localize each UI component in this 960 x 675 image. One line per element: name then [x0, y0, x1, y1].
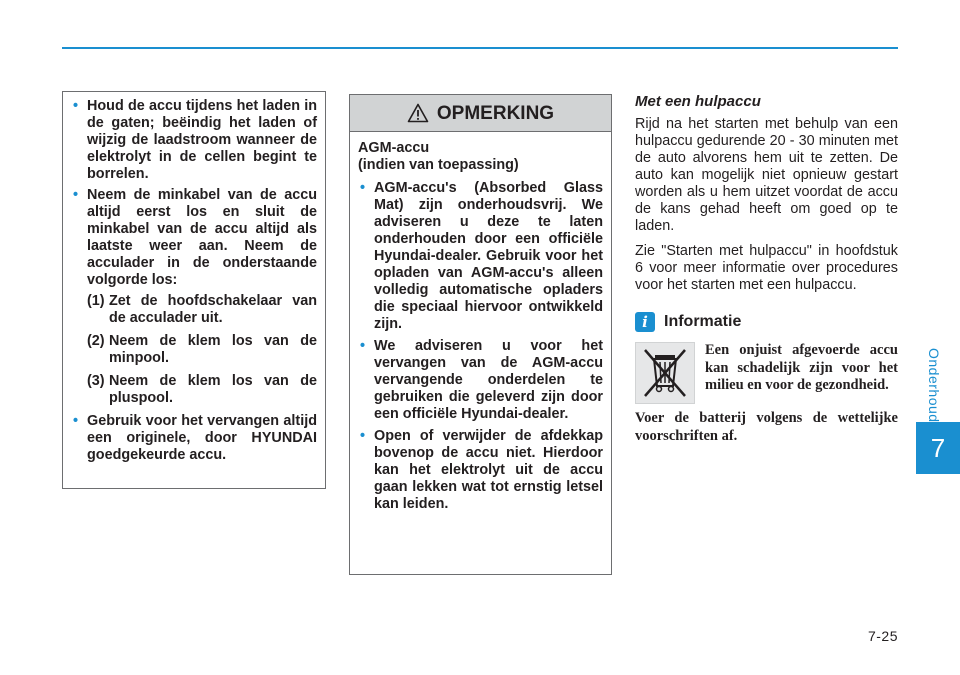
note-title: OPMERKING	[436, 102, 555, 124]
top-rule	[62, 47, 898, 49]
info-header	[635, 312, 898, 332]
note-box	[349, 94, 612, 575]
step-text: Neem de klem los van de pluspool.	[109, 373, 317, 406]
battery-charging-instructions	[62, 91, 326, 489]
note-header	[350, 95, 611, 132]
note-subtitle-line: (indien van toepassing)	[358, 157, 519, 173]
section-heading: Met een hulpaccu	[635, 93, 761, 110]
info-title: Informatie	[664, 313, 742, 330]
info-text: Een onjuist afgevoerde accu kan schadelijk zijn voor het milieu en voor de gezondheid.	[705, 342, 898, 393]
chapter-number-tab: 7	[916, 422, 960, 474]
info-body	[635, 342, 898, 445]
numbered-step	[71, 293, 317, 327]
info-icon: i	[635, 312, 655, 332]
step-number: (3)	[87, 373, 105, 389]
list-item: • Neem de minkabel van de accu altijd eerst los en sluit de minkabel van de accu altijd als laatste weer aan. Neem de acculader in de onderstaande volgorde los:	[71, 187, 317, 289]
paragraph: Zie "Starten met hulpaccu" in hoofdstuk 6 voor meer informatie over procedures voor het starten met een hulpaccu.	[635, 243, 898, 293]
info-text: Voer de batterij volgens de wettelijke voorschriften af.	[635, 410, 898, 444]
note-subtitle-line: AGM-accu	[358, 140, 430, 156]
step-number: (1)	[87, 293, 105, 309]
page-number: 7-25	[867, 628, 898, 644]
chapter-side-label: Onderhoud	[926, 347, 942, 423]
note-subtitle	[358, 140, 603, 174]
list-item: • Gebruik voor het vervangen altijd een originele, door HYUNDAI goedgekeurde accu.	[71, 413, 317, 464]
jump-start-section	[635, 91, 898, 445]
step-number: (2)	[87, 333, 105, 349]
numbered-step	[71, 373, 317, 407]
list-item: • Houd de accu tijdens het laden in de gaten; beëindig het laden of wijzig de laadstroom wanneer de elektrolyt in de cellen begint te borrelen.	[71, 98, 317, 183]
step-text: Zet de hoofdschakelaar van de acculader uit.	[109, 293, 317, 326]
list-item: • We adviseren u voor het vervangen van de AGM-accu vervangende onderdelen te gebruiken die geleverd zijn door een officiële Hyundai-dealer.	[358, 338, 603, 423]
step-text: Neem de klem los van de minpool.	[109, 333, 317, 366]
warning-triangle-icon	[407, 103, 429, 126]
list-item: • AGM-accu's (Absorbed Glass Mat) zijn onderhoudsvrij. We adviseren u deze te laten onderhouden door een officiële Hyundai-dealer. Gebruik voor het opladen van AGM-accu's alleen volledig automatische opladers die speciaal hiervoor ontwikkeld zijn.	[358, 180, 603, 333]
paragraph: Rijd na het starten met behulp van een hulpaccu gedurende 20 - 30 minuten met de auto alvorens hem uit te zetten. De auto kan mogelijk niet opnieuw gestart worden als u hem uitzet voordat de accu de kans gehad heeft om goed op te laden.	[635, 116, 898, 234]
numbered-step	[71, 333, 317, 367]
crossed-out-bin-icon	[635, 342, 695, 404]
list-item: • Open of verwijder de afdekkap bovenop de accu niet. Hierdoor kan het elektrolyt uit de accu gaan lekken wat tot ernstig letsel kan leiden.	[358, 428, 603, 513]
